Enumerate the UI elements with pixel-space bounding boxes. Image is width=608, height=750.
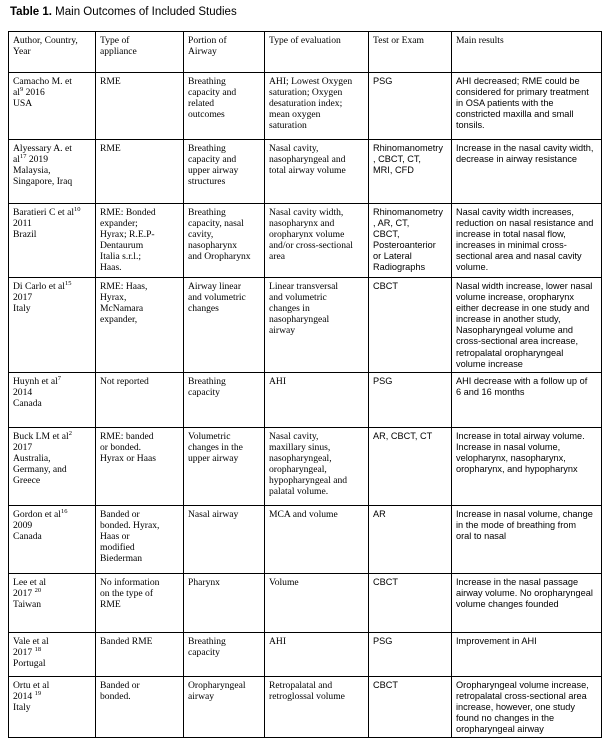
table-caption-text: Main Outcomes of Included Studies	[51, 6, 237, 18]
portion-text: and volumetric	[188, 292, 246, 304]
portion-text: upper airway	[188, 165, 239, 177]
test-text: CBCT	[373, 577, 399, 587]
evaluation-text: changes in	[269, 303, 310, 315]
author-line	[13, 281, 92, 292]
cell-appliance	[96, 373, 184, 428]
author-name: Lee et al	[13, 577, 47, 588]
cell-appliance	[96, 73, 184, 140]
appliance-text: RME: Bonded	[100, 207, 156, 218]
cell-author	[9, 204, 96, 278]
author-name: Di Carlo et al	[13, 281, 65, 292]
results-text: oropharyngeal airway	[456, 724, 544, 735]
appliance-text: Not reported	[100, 376, 149, 387]
reference-superscript: 7	[57, 374, 62, 382]
table-row	[9, 428, 602, 506]
evaluation-text: AHI	[269, 376, 287, 387]
cell-results	[452, 428, 602, 506]
author-line	[13, 647, 92, 658]
portion-text: Pharynx	[188, 577, 220, 588]
author-line	[13, 154, 92, 165]
evaluation-text: AHI	[269, 636, 287, 647]
evaluation-text: Nasal cavity,	[269, 431, 319, 442]
evaluation-text: Volume	[269, 577, 299, 588]
results-text: retropalatal cross-sectional area	[456, 691, 587, 702]
cell-author	[9, 140, 96, 204]
study-year: 2016	[23, 87, 45, 99]
evaluation-text: and volumetric	[269, 292, 327, 304]
author-name: Buck LM et al	[13, 431, 69, 442]
study-year: 2017	[13, 442, 33, 454]
portion-text: Nasal airway	[188, 509, 239, 520]
table-row	[9, 506, 602, 574]
evaluation-text: palatal volume.	[269, 486, 329, 498]
results-text: volume changes founded	[456, 599, 559, 610]
results-text: Nasal cavity width increases,	[456, 207, 574, 217]
evaluation-text: area	[269, 251, 285, 263]
results-text: retropalatal oropharyngeal	[456, 347, 564, 358]
test-text: CBCT,	[373, 229, 400, 240]
cell-appliance	[96, 574, 184, 633]
table-row	[9, 204, 602, 278]
cell-test	[369, 633, 452, 677]
evaluation-text: Linear transversal	[269, 281, 338, 292]
author-name: Ortu et al	[13, 680, 50, 691]
study-country: Malaysia,	[13, 165, 51, 177]
cell-portion	[184, 677, 265, 738]
portion-text: structures	[188, 176, 226, 188]
cell-author	[9, 428, 96, 506]
cell-appliance	[96, 633, 184, 677]
portion-text: changes in the	[188, 442, 243, 454]
portion-text: capacity, nasal	[188, 218, 244, 230]
results-text: velopharynx, nasopharynx,	[456, 453, 566, 464]
cell-test	[369, 428, 452, 506]
header-text: Type of evaluation	[269, 35, 341, 46]
appliance-text: Banded or	[100, 680, 140, 691]
portion-text: nasopharynx	[188, 240, 238, 252]
study-year: 2017	[13, 647, 33, 659]
author-name: Vale et al	[13, 636, 49, 647]
table-row	[9, 373, 602, 428]
cell-portion	[184, 373, 265, 428]
cell-test	[369, 677, 452, 738]
appliance-text: Hyrax; R.E.P-	[100, 229, 155, 241]
appliance-text: Haas or	[100, 531, 130, 543]
author-line	[13, 87, 92, 98]
cell-results	[452, 278, 602, 373]
cell-test	[369, 506, 452, 574]
header-text: Type of	[100, 35, 130, 46]
evaluation-text: oropharynx volume	[269, 229, 345, 241]
cell-portion	[184, 140, 265, 204]
results-text: reduction on nasal resistance and	[456, 218, 594, 229]
results-text: tonsils.	[456, 120, 485, 131]
study-country: USA	[13, 98, 33, 110]
reference-superscript: 19	[34, 689, 42, 697]
cell-evaluation	[265, 140, 369, 204]
results-text: volume increase, oropharynx	[456, 292, 574, 303]
portion-text: outcomes	[188, 109, 225, 121]
table-row	[9, 677, 602, 738]
author-line	[13, 292, 92, 303]
study-country: Greece	[13, 475, 41, 487]
study-country: Portugal	[13, 658, 46, 670]
author-line	[13, 588, 92, 599]
cell-test	[369, 373, 452, 428]
cell-author	[9, 574, 96, 633]
author-name: Camacho M. et	[13, 76, 72, 87]
test-text: , CBCT, CT,	[373, 154, 421, 165]
cell-test	[369, 140, 452, 204]
evaluation-text: mean oxygen	[269, 109, 321, 121]
appliance-text: RME: Haas,	[100, 281, 148, 292]
appliance-text: RME	[100, 599, 121, 611]
study-year: 2011	[13, 218, 32, 230]
author-line	[13, 520, 92, 531]
portion-text: Breathing	[188, 376, 226, 387]
appliance-text: Dentaurum	[100, 240, 144, 252]
study-country: Taiwan	[13, 599, 42, 611]
cell-author	[9, 373, 96, 428]
cell-results	[452, 73, 602, 140]
reference-superscript: 16	[60, 507, 68, 515]
cell-evaluation	[265, 506, 369, 574]
results-text: 6 and 16 months	[456, 387, 525, 398]
table-row	[9, 73, 602, 140]
cell-results	[452, 677, 602, 738]
reference-superscript: 9	[19, 85, 24, 93]
evaluation-text: Nasal cavity width,	[269, 207, 344, 218]
cell-author	[9, 633, 96, 677]
test-text: Posteroanterior	[373, 240, 436, 251]
header-test	[369, 32, 452, 73]
table-row	[9, 633, 602, 677]
study-country: Italy	[13, 702, 31, 714]
results-text: in OSA patients with the	[456, 98, 554, 109]
cell-portion	[184, 633, 265, 677]
study-country: Brazil	[13, 229, 37, 241]
test-text: AR, CBCT, CT	[373, 431, 433, 441]
results-text: cross-sectional area increase,	[456, 336, 579, 347]
portion-text: Breathing	[188, 636, 226, 647]
evaluation-text: airway	[269, 325, 296, 337]
portion-text: and Oropharynx	[188, 251, 251, 263]
portion-text: Volumetric	[188, 431, 231, 442]
appliance-text: Hyrax,	[100, 292, 127, 304]
results-text: considered for primary treatment	[456, 87, 589, 98]
appliance-text: Haas.	[100, 262, 122, 274]
test-text: or Lateral	[373, 251, 412, 262]
appliance-text: RME: banded	[100, 431, 154, 442]
cell-results	[452, 204, 602, 278]
appliance-text: Biederman	[100, 553, 143, 565]
cell-test	[369, 278, 452, 373]
portion-text: Airway linear	[188, 281, 242, 292]
study-country: Italy	[13, 303, 31, 315]
evaluation-text: Nasal cavity,	[269, 143, 319, 154]
test-text: Radiographs	[373, 262, 426, 273]
portion-text: airway	[188, 691, 215, 703]
cell-evaluation	[265, 73, 369, 140]
author-line	[13, 509, 92, 520]
appliance-text: McNamara	[100, 303, 144, 315]
results-text: Improvement in AHI	[456, 636, 537, 646]
evaluation-text: AHI; Lowest Oxygen	[269, 76, 353, 87]
header-text: Year	[13, 46, 31, 58]
table-caption	[10, 6, 237, 18]
portion-text: capacity	[188, 647, 220, 659]
results-text: AHI decrease with a follow up of	[456, 376, 588, 386]
author-name: al	[13, 87, 20, 99]
table-caption-label: Table 1.	[10, 6, 52, 18]
results-text: oropharynx, and hypopharynx	[456, 464, 578, 475]
appliance-text: Italia s.r.l.;	[100, 251, 142, 263]
study-year: 2017	[13, 588, 33, 600]
cell-author	[9, 278, 96, 373]
cell-test	[369, 574, 452, 633]
author-line	[13, 207, 92, 218]
results-text: Increase in total airway volume.	[456, 431, 585, 441]
test-text: Rhinomanometry	[373, 143, 443, 153]
portion-text: changes	[188, 303, 219, 315]
reference-superscript: 2	[68, 429, 72, 437]
study-country: Singapore, Iraq	[13, 176, 73, 188]
results-text: volume increase	[456, 358, 523, 369]
test-text: , AR, CT,	[373, 218, 410, 229]
study-year: 2014	[13, 387, 33, 399]
test-text: CBCT	[373, 281, 399, 291]
study-country: Canada	[13, 398, 42, 410]
author-line	[13, 691, 92, 702]
appliance-text: bonded. Hyrax,	[100, 520, 160, 532]
cell-author	[9, 506, 96, 574]
table-header-row	[9, 32, 602, 73]
test-text: Rhinomanometry	[373, 207, 443, 217]
evaluation-text: retroglossal volume	[269, 691, 345, 703]
author-name: al	[13, 154, 20, 166]
test-text: PSG	[373, 636, 393, 646]
evaluation-text: oropharyngeal,	[269, 464, 327, 476]
portion-text: Breathing	[188, 76, 226, 87]
cell-results	[452, 140, 602, 204]
header-text: appliance	[100, 46, 137, 58]
author-line	[13, 442, 92, 453]
author-line	[13, 636, 92, 647]
results-text: Nasal width increase, lower nasal	[456, 281, 593, 291]
cell-appliance	[96, 278, 184, 373]
portion-text: capacity and	[188, 154, 237, 166]
cell-results	[452, 633, 602, 677]
results-text: Increase in nasal volume, change	[456, 509, 593, 519]
cell-evaluation	[265, 677, 369, 738]
reference-superscript: 17	[19, 152, 27, 160]
header-evaluation	[265, 32, 369, 73]
cell-evaluation	[265, 428, 369, 506]
evaluation-text: nasopharynx and	[269, 218, 335, 230]
study-country: Germany, and	[13, 464, 67, 476]
table-row	[9, 574, 602, 633]
cell-author	[9, 73, 96, 140]
header-text: Portion of	[188, 35, 227, 46]
test-text: CBCT	[373, 680, 399, 690]
author-name: Baratieri C et al	[13, 207, 75, 218]
author-line	[13, 680, 92, 691]
evaluation-text: nasopharyngeal and	[269, 154, 346, 166]
portion-text: Breathing	[188, 207, 226, 218]
author-name: Gordon et al	[13, 509, 61, 520]
results-text: increases in minimal cross-	[456, 240, 567, 251]
test-text: AR	[373, 509, 386, 519]
portion-text: upper airway	[188, 453, 239, 465]
test-text: PSG	[373, 376, 393, 386]
appliance-text: on the type of	[100, 588, 154, 600]
portion-text: Breathing	[188, 143, 226, 154]
study-country: Australia,	[13, 453, 51, 465]
results-text: Oropharyngeal volume increase,	[456, 680, 589, 690]
cell-portion	[184, 278, 265, 373]
header-text: Test or Exam	[373, 35, 425, 46]
results-text: decrease in airway resistance	[456, 154, 578, 165]
results-text: AHI decreased; RME could be	[456, 76, 580, 86]
header-text: Author, Country,	[13, 35, 78, 46]
author-line	[13, 431, 92, 442]
portion-text: capacity and	[188, 87, 237, 99]
portion-text: related	[188, 98, 215, 110]
results-text: increase in another study,	[456, 314, 561, 325]
cell-portion	[184, 73, 265, 140]
cell-appliance	[96, 677, 184, 738]
appliance-text: No information	[100, 577, 160, 588]
cell-appliance	[96, 140, 184, 204]
results-text: oral to nasal	[456, 531, 507, 542]
study-year: 2014	[13, 691, 33, 703]
results-text: either decrease in one study and	[456, 303, 590, 314]
evaluation-text: saturation	[269, 120, 307, 132]
cell-evaluation	[265, 278, 369, 373]
results-text: found no changes in the	[456, 713, 555, 724]
study-year: 2017	[13, 292, 33, 304]
header-results	[452, 32, 602, 73]
evaluation-text: nasopharyngeal	[269, 314, 330, 326]
author-line	[13, 387, 92, 398]
cell-appliance	[96, 204, 184, 278]
table-row	[9, 140, 602, 204]
cell-test	[369, 73, 452, 140]
appliance-text: RME	[100, 143, 121, 154]
cell-evaluation	[265, 633, 369, 677]
study-country: Canada	[13, 531, 42, 543]
author-line	[13, 376, 92, 387]
appliance-text: RME	[100, 76, 121, 87]
appliance-text: Banded RME	[100, 636, 153, 647]
results-text: increase, however, one study	[456, 702, 575, 713]
appliance-text: Hyrax or Haas	[100, 453, 156, 465]
header-text: Main results	[456, 35, 504, 46]
test-text: PSG	[373, 76, 393, 86]
evaluation-text: Retropalatal and	[269, 680, 333, 691]
author-line	[13, 218, 92, 229]
author-line	[13, 76, 92, 87]
appliance-text: modified	[100, 542, 135, 554]
author-name: Huynh et al	[13, 376, 58, 387]
results-text: increase in total nasal flow,	[456, 229, 566, 240]
header-author	[9, 32, 96, 73]
reference-superscript: 20	[34, 586, 42, 594]
results-text: sectional area and nasal cavity	[456, 251, 582, 262]
cell-portion	[184, 574, 265, 633]
appliance-text: Banded or	[100, 509, 140, 520]
portion-text: cavity,	[188, 229, 214, 241]
cell-evaluation	[265, 204, 369, 278]
appliance-text: expander,	[100, 314, 138, 326]
table-row	[9, 278, 602, 373]
study-year: 2019	[26, 154, 49, 166]
cell-results	[452, 373, 602, 428]
results-text: Increase in the nasal passage	[456, 577, 579, 587]
evaluation-text: desaturation index;	[269, 98, 343, 110]
cell-portion	[184, 204, 265, 278]
study-year: 2009	[13, 520, 33, 532]
evaluation-text: total airway volume	[269, 165, 346, 177]
header-portion	[184, 32, 265, 73]
evaluation-text: hypopharyngeal and	[269, 475, 348, 487]
test-text: MRI, CFD	[373, 165, 414, 176]
evaluation-text: saturation; Oxygen	[269, 87, 343, 99]
header-text: Airway	[188, 46, 217, 58]
results-text: volume.	[456, 262, 489, 273]
results-text: Increase in nasal volume,	[456, 442, 561, 453]
appliance-text: expander;	[100, 218, 138, 230]
results-text: constricted maxilla and small	[456, 109, 574, 120]
evaluation-text: nasopharyngeal,	[269, 453, 332, 465]
cell-author	[9, 677, 96, 738]
cell-evaluation	[265, 373, 369, 428]
author-name: Alyessary A. et	[13, 143, 72, 154]
header-appliance	[96, 32, 184, 73]
appliance-text: bonded.	[100, 691, 131, 703]
results-text: Nasopharyngeal volume and	[456, 325, 573, 336]
reference-superscript: 18	[34, 645, 42, 653]
evaluation-text: MCA and volume	[269, 509, 338, 520]
cell-test	[369, 204, 452, 278]
outcomes-table	[8, 31, 602, 738]
results-text: in the mode of breathing from	[456, 520, 577, 531]
cell-results	[452, 574, 602, 633]
cell-portion	[184, 506, 265, 574]
cell-results	[452, 506, 602, 574]
portion-text: Oropharyngeal	[188, 680, 246, 691]
reference-superscript: 10	[74, 205, 81, 213]
evaluation-text: maxillary sinus,	[269, 442, 331, 454]
results-text: Increase in the nasal cavity width,	[456, 143, 594, 153]
author-line	[13, 577, 92, 588]
portion-text: capacity	[188, 387, 220, 399]
evaluation-text: and/or cross-sectional	[269, 240, 353, 252]
results-text: airway volume. No oropharyngeal	[456, 588, 593, 599]
appliance-text: or bonded.	[100, 442, 142, 454]
reference-superscript: 15	[64, 279, 72, 287]
cell-evaluation	[265, 574, 369, 633]
cell-appliance	[96, 506, 184, 574]
cell-portion	[184, 428, 265, 506]
cell-appliance	[96, 428, 184, 506]
